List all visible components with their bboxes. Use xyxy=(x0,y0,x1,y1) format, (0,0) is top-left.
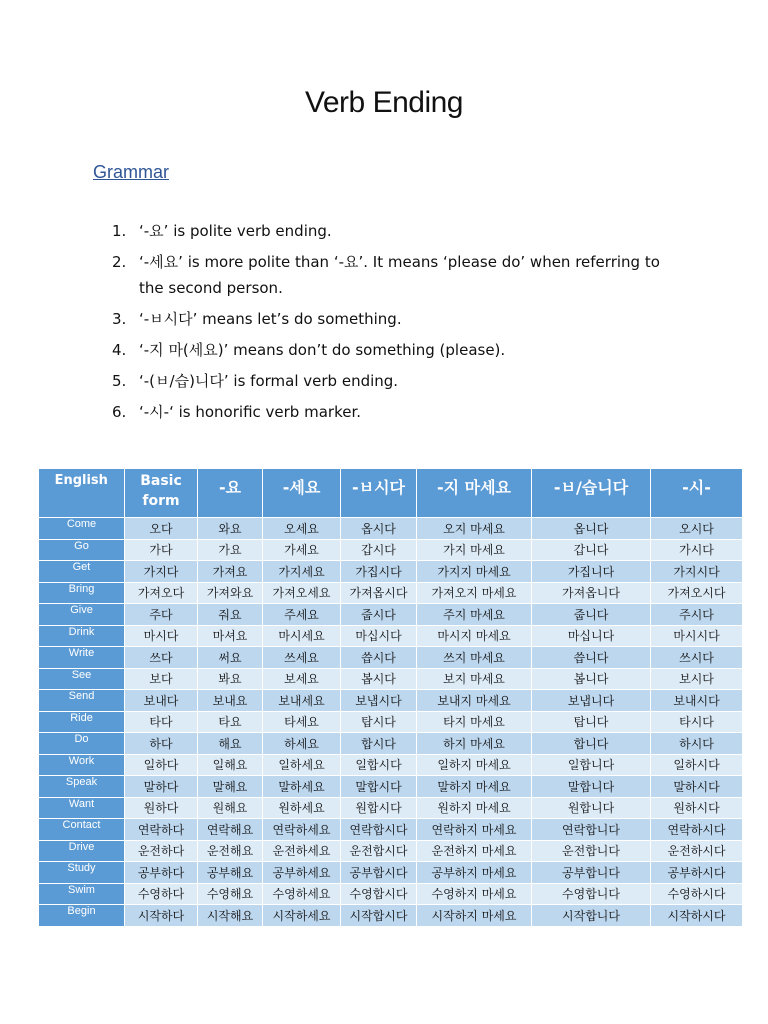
rule-item xyxy=(112,368,672,394)
header-seumnida: -ㅂ/습니다 xyxy=(532,469,651,518)
cell-bsida: 공부합시다 xyxy=(341,862,417,884)
cell-si: 하시다 xyxy=(651,733,743,755)
table-row xyxy=(39,733,743,755)
cell-english: Swim xyxy=(39,883,125,905)
header-yo: -요 xyxy=(198,469,263,518)
cell-si: 쓰시다 xyxy=(651,647,743,669)
cell-seumnida: 가집니다 xyxy=(532,561,651,583)
cell-seumnida: 연락합니다 xyxy=(532,819,651,841)
cell-seyo: 말하세요 xyxy=(263,776,341,798)
cell-english: Contact xyxy=(39,819,125,841)
rule-number: 1. xyxy=(112,222,127,240)
cell-basic-form: 운전하다 xyxy=(125,840,198,862)
cell-basic-form: 가져오다 xyxy=(125,582,198,604)
cell-basic-form: 보내다 xyxy=(125,690,198,712)
cell-yo: 보내요 xyxy=(198,690,263,712)
cell-bsida: 보냅시다 xyxy=(341,690,417,712)
cell-seumnida: 일합니다 xyxy=(532,754,651,776)
cell-seyo: 가져오세요 xyxy=(263,582,341,604)
cell-bsida: 일합시다 xyxy=(341,754,417,776)
table-row xyxy=(39,582,743,604)
cell-bsida: 가져옵시다 xyxy=(341,582,417,604)
cell-seumnida: 씁니다 xyxy=(532,647,651,669)
table-row xyxy=(39,905,743,927)
header-ji-maseyo: -지 마세요 xyxy=(417,469,532,518)
cell-si: 공부하시다 xyxy=(651,862,743,884)
cell-basic-form: 주다 xyxy=(125,604,198,626)
cell-seyo: 주세요 xyxy=(263,604,341,626)
cell-basic-form: 말하다 xyxy=(125,776,198,798)
cell-seyo: 보세요 xyxy=(263,668,341,690)
table-row xyxy=(39,518,743,540)
cell-si: 일하시다 xyxy=(651,754,743,776)
cell-bsida: 합시다 xyxy=(341,733,417,755)
cell-english: Drive xyxy=(39,840,125,862)
cell-seumnida: 보냅니다 xyxy=(532,690,651,712)
cell-seumnida: 갑니다 xyxy=(532,539,651,561)
cell-seyo: 공부하세요 xyxy=(263,862,341,884)
cell-basic-form: 타다 xyxy=(125,711,198,733)
cell-yo: 가요 xyxy=(198,539,263,561)
cell-si: 말하시다 xyxy=(651,776,743,798)
table-row xyxy=(39,754,743,776)
cell-seyo: 원하세요 xyxy=(263,797,341,819)
cell-seumnida: 마십니다 xyxy=(532,625,651,647)
cell-seyo: 시작하세요 xyxy=(263,905,341,927)
cell-bsida: 시작합시다 xyxy=(341,905,417,927)
cell-yo: 타요 xyxy=(198,711,263,733)
cell-ji-maseyo: 주지 마세요 xyxy=(417,604,532,626)
cell-si: 마시시다 xyxy=(651,625,743,647)
cell-basic-form: 마시다 xyxy=(125,625,198,647)
rule-number: 3. xyxy=(112,310,127,328)
cell-si: 수영하시다 xyxy=(651,883,743,905)
cell-yo: 가져와요 xyxy=(198,582,263,604)
verb-ending-table xyxy=(38,469,743,927)
cell-bsida: 갑시다 xyxy=(341,539,417,561)
cell-yo: 봐요 xyxy=(198,668,263,690)
cell-yo: 말해요 xyxy=(198,776,263,798)
cell-si: 보시다 xyxy=(651,668,743,690)
cell-english: Drink xyxy=(39,625,125,647)
cell-ji-maseyo: 오지 마세요 xyxy=(417,518,532,540)
cell-si: 주시다 xyxy=(651,604,743,626)
cell-yo: 운전해요 xyxy=(198,840,263,862)
cell-bsida: 운전합시다 xyxy=(341,840,417,862)
cell-si: 타시다 xyxy=(651,711,743,733)
table-row xyxy=(39,561,743,583)
rule-text: ‘-ㅂ시다’ means let’s do something. xyxy=(139,310,402,328)
cell-english: Ride xyxy=(39,711,125,733)
cell-seumnida: 탑니다 xyxy=(532,711,651,733)
cell-seyo: 가지세요 xyxy=(263,561,341,583)
cell-bsida: 가집시다 xyxy=(341,561,417,583)
cell-seyo: 타세요 xyxy=(263,711,341,733)
cell-si: 가시다 xyxy=(651,539,743,561)
table-row xyxy=(39,539,743,561)
rule-text: ‘-(ㅂ/습)니다’ is formal verb ending. xyxy=(139,372,399,390)
cell-english: Speak xyxy=(39,776,125,798)
cell-si: 오시다 xyxy=(651,518,743,540)
cell-seumnida: 공부합니다 xyxy=(532,862,651,884)
cell-seumnida: 수영합니다 xyxy=(532,883,651,905)
cell-basic-form: 보다 xyxy=(125,668,198,690)
cell-bsida: 원합시다 xyxy=(341,797,417,819)
cell-bsida: 씁시다 xyxy=(341,647,417,669)
cell-si: 운전하시다 xyxy=(651,840,743,862)
cell-yo: 원해요 xyxy=(198,797,263,819)
cell-seyo: 연락하세요 xyxy=(263,819,341,841)
cell-bsida: 줍시다 xyxy=(341,604,417,626)
cell-yo: 해요 xyxy=(198,733,263,755)
header-si: -시- xyxy=(651,469,743,518)
cell-seyo: 수영하세요 xyxy=(263,883,341,905)
cell-bsida: 수영합시다 xyxy=(341,883,417,905)
cell-seyo: 운전하세요 xyxy=(263,840,341,862)
cell-seyo: 마시세요 xyxy=(263,625,341,647)
cell-english: Write xyxy=(39,647,125,669)
cell-seumnida: 봅니다 xyxy=(532,668,651,690)
header-english: English xyxy=(39,469,125,518)
header-bsida: -ㅂ시다 xyxy=(341,469,417,518)
cell-ji-maseyo: 가지지 마세요 xyxy=(417,561,532,583)
cell-english: Come xyxy=(39,518,125,540)
cell-yo: 와요 xyxy=(198,518,263,540)
cell-ji-maseyo: 원하지 마세요 xyxy=(417,797,532,819)
cell-yo: 마셔요 xyxy=(198,625,263,647)
cell-english: Give xyxy=(39,604,125,626)
rule-number: 2. xyxy=(112,253,127,271)
cell-seumnida: 원합니다 xyxy=(532,797,651,819)
table-row xyxy=(39,690,743,712)
cell-ji-maseyo: 말하지 마세요 xyxy=(417,776,532,798)
grammar-link[interactable]: Grammar xyxy=(93,162,169,182)
header-basic-form: Basic form xyxy=(125,469,198,518)
cell-english: Get xyxy=(39,561,125,583)
cell-bsida: 옵시다 xyxy=(341,518,417,540)
cell-basic-form: 수영하다 xyxy=(125,883,198,905)
cell-si: 가져오시다 xyxy=(651,582,743,604)
table-row xyxy=(39,883,743,905)
cell-ji-maseyo: 운전하지 마세요 xyxy=(417,840,532,862)
cell-bsida: 말합시다 xyxy=(341,776,417,798)
cell-yo: 연락해요 xyxy=(198,819,263,841)
cell-si: 가지시다 xyxy=(651,561,743,583)
cell-seumnida: 줍니다 xyxy=(532,604,651,626)
cell-basic-form: 연락하다 xyxy=(125,819,198,841)
cell-si: 보내시다 xyxy=(651,690,743,712)
rule-text: ‘-세요’ is more polite than ‘-요’. It means ‘please do’ when referring to the second person. xyxy=(139,253,660,297)
cell-ji-maseyo: 연락하지 마세요 xyxy=(417,819,532,841)
cell-yo: 써요 xyxy=(198,647,263,669)
table-header-row xyxy=(39,469,743,518)
cell-seyo: 가세요 xyxy=(263,539,341,561)
cell-seyo: 쓰세요 xyxy=(263,647,341,669)
cell-ji-maseyo: 보지 마세요 xyxy=(417,668,532,690)
cell-basic-form: 일하다 xyxy=(125,754,198,776)
cell-ji-maseyo: 보내지 마세요 xyxy=(417,690,532,712)
cell-seumnida: 옵니다 xyxy=(532,518,651,540)
cell-english: Send xyxy=(39,690,125,712)
cell-seyo: 보내세요 xyxy=(263,690,341,712)
cell-seumnida: 합니다 xyxy=(532,733,651,755)
table-row xyxy=(39,647,743,669)
cell-basic-form: 원하다 xyxy=(125,797,198,819)
rule-item xyxy=(112,218,672,244)
cell-basic-form: 가다 xyxy=(125,539,198,561)
cell-ji-maseyo: 타지 마세요 xyxy=(417,711,532,733)
cell-english: See xyxy=(39,668,125,690)
grammar-rules-list xyxy=(112,218,672,430)
cell-english: Do xyxy=(39,733,125,755)
cell-si: 시작하시다 xyxy=(651,905,743,927)
cell-ji-maseyo: 하지 마세요 xyxy=(417,733,532,755)
table-row xyxy=(39,625,743,647)
cell-yo: 가져요 xyxy=(198,561,263,583)
cell-english: Begin xyxy=(39,905,125,927)
rule-text: ‘-지 마(세요)’ means don’t do something (please). xyxy=(139,341,506,359)
cell-english: Bring xyxy=(39,582,125,604)
cell-seyo: 일하세요 xyxy=(263,754,341,776)
cell-yo: 줘요 xyxy=(198,604,263,626)
rule-number: 6. xyxy=(112,403,127,421)
cell-bsida: 연락합시다 xyxy=(341,819,417,841)
table-row xyxy=(39,711,743,733)
cell-ji-maseyo: 마시지 마세요 xyxy=(417,625,532,647)
cell-yo: 시작해요 xyxy=(198,905,263,927)
cell-ji-maseyo: 시작하지 마세요 xyxy=(417,905,532,927)
cell-bsida: 봅시다 xyxy=(341,668,417,690)
table-row xyxy=(39,604,743,626)
rule-text: ‘-요’ is polite verb ending. xyxy=(139,222,332,240)
cell-ji-maseyo: 공부하지 마세요 xyxy=(417,862,532,884)
cell-seumnida: 말합니다 xyxy=(532,776,651,798)
table-row xyxy=(39,797,743,819)
table-row xyxy=(39,668,743,690)
cell-ji-maseyo: 수영하지 마세요 xyxy=(417,883,532,905)
cell-seyo: 오세요 xyxy=(263,518,341,540)
table-row xyxy=(39,840,743,862)
table-row xyxy=(39,819,743,841)
cell-yo: 일해요 xyxy=(198,754,263,776)
cell-bsida: 마십시다 xyxy=(341,625,417,647)
rule-item xyxy=(112,306,672,332)
cell-english: Go xyxy=(39,539,125,561)
page-title: Verb Ending xyxy=(305,86,463,119)
cell-si: 원하시다 xyxy=(651,797,743,819)
cell-basic-form: 하다 xyxy=(125,733,198,755)
rule-text: ‘-시-‘ is honorific verb marker. xyxy=(139,403,362,421)
cell-seumnida: 운전합니다 xyxy=(532,840,651,862)
cell-basic-form: 시작하다 xyxy=(125,905,198,927)
cell-basic-form: 공부하다 xyxy=(125,862,198,884)
cell-basic-form: 오다 xyxy=(125,518,198,540)
header-seyo: -세요 xyxy=(263,469,341,518)
cell-seumnida: 가져옵니다 xyxy=(532,582,651,604)
cell-english: Work xyxy=(39,754,125,776)
cell-seyo: 하세요 xyxy=(263,733,341,755)
cell-bsida: 탑시다 xyxy=(341,711,417,733)
cell-english: Study xyxy=(39,862,125,884)
cell-yo: 공부해요 xyxy=(198,862,263,884)
rule-item xyxy=(112,337,672,363)
cell-ji-maseyo: 일하지 마세요 xyxy=(417,754,532,776)
rule-item xyxy=(112,399,672,425)
table-row xyxy=(39,776,743,798)
cell-ji-maseyo: 가져오지 마세요 xyxy=(417,582,532,604)
cell-seumnida: 시작합니다 xyxy=(532,905,651,927)
rule-number: 5. xyxy=(112,372,127,390)
rule-item xyxy=(112,249,672,301)
cell-basic-form: 가지다 xyxy=(125,561,198,583)
cell-basic-form: 쓰다 xyxy=(125,647,198,669)
rule-number: 4. xyxy=(112,341,127,359)
cell-si: 연락하시다 xyxy=(651,819,743,841)
cell-ji-maseyo: 쓰지 마세요 xyxy=(417,647,532,669)
cell-english: Want xyxy=(39,797,125,819)
table-row xyxy=(39,862,743,884)
cell-yo: 수영해요 xyxy=(198,883,263,905)
cell-ji-maseyo: 가지 마세요 xyxy=(417,539,532,561)
